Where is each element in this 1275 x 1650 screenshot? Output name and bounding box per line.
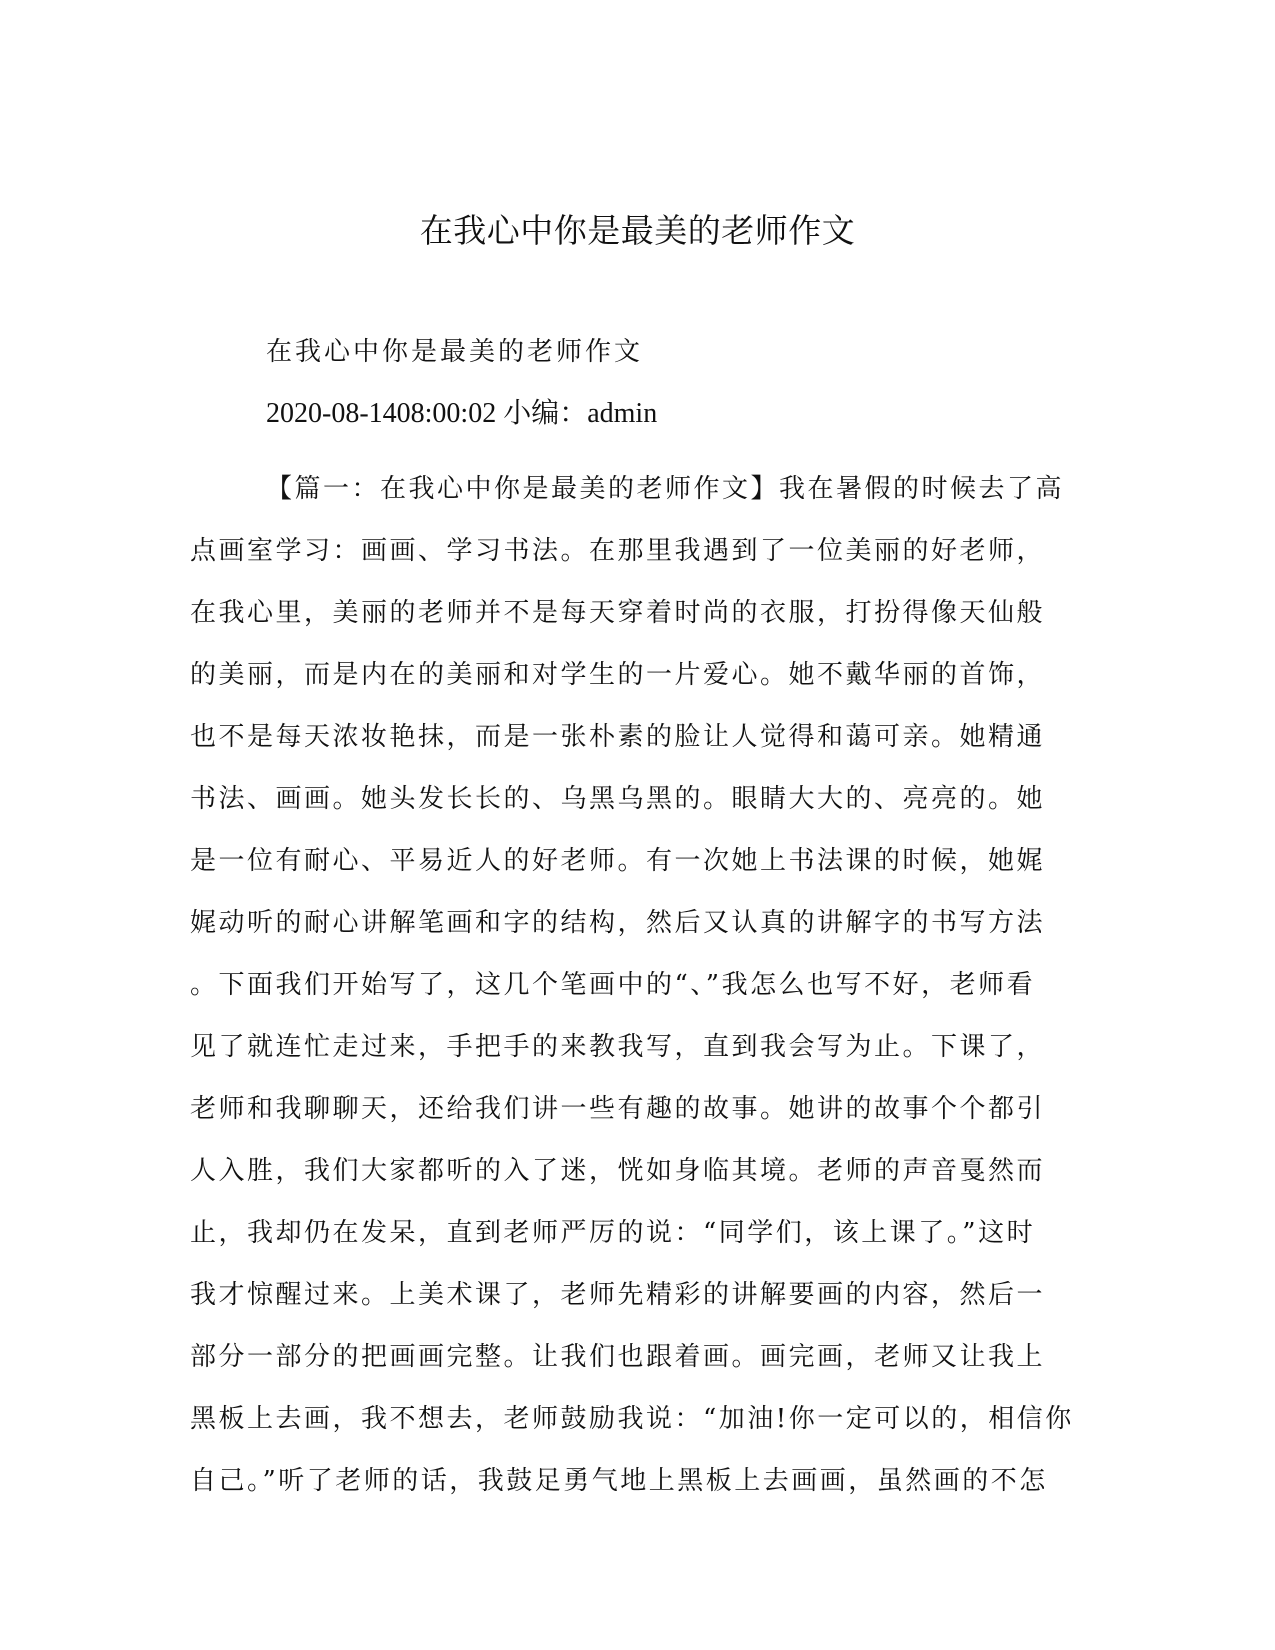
body-line: 人入胜，我们大家都听的入了迷，恍如身临其境。老师的声音戛然而	[190, 1156, 1046, 1186]
document-subtitle: 在我心中你是最美的老师作文	[266, 337, 644, 367]
body-line: 。下面我们开始写了，这几个笔画中的“、”我怎么也写不好，老师看	[190, 970, 1036, 1000]
body-line: 也不是每天浓妆艳抹，而是一张朴素的脸让人觉得和蔼可亲。她精通	[190, 722, 1046, 752]
body-line: 黑板上去画，我不想去，老师鼓励我说：“加油!你一定可以的，相信你	[190, 1404, 1074, 1434]
body-line: 止，我却仍在发呆，直到老师严厉的说：“同学们，该上课了。”这时	[190, 1218, 1036, 1248]
body-line: 老师和我聊聊天，还给我们讲一些有趣的故事。她讲的故事个个都引	[190, 1094, 1046, 1124]
body-line: 的美丽，而是内在的美丽和对学生的一片爱心。她不戴华丽的首饰，	[190, 660, 1046, 690]
document-meta: 2020-08-1408:00:02 小编：admin	[266, 398, 658, 429]
body-line: 我才惊醒过来。上美术课了，老师先精彩的讲解要画的内容，然后一	[190, 1280, 1046, 1310]
body-line: 【篇一：在我心中你是最美的老师作文】我在暑假的时候去了高	[266, 474, 1065, 504]
body-line: 书法、画画。她头发长长的、乌黑乌黑的。眼睛大大的、亮亮的。她	[190, 784, 1046, 814]
body-line: 部分一部分的把画画完整。让我们也跟着画。画完画，老师又让我上	[190, 1342, 1046, 1372]
document-title: 在我心中你是最美的老师作文	[419, 211, 856, 250]
document-body	[190, 458, 1086, 1512]
body-line: 在我心里，美丽的老师并不是每天穿着时尚的衣服，打扮得像天仙般	[190, 598, 1046, 628]
body-line: 见了就连忙走过来，手把手的来教我写，直到我会写为止。下课了，	[190, 1032, 1046, 1062]
body-line: 点画室学习：画画、学习书法。在那里我遇到了一位美丽的好老师，	[190, 536, 1046, 566]
body-line: 是一位有耐心、平易近人的好老师。有一次她上书法课的时候，她娓	[190, 846, 1046, 876]
body-line: 自己。”听了老师的话，我鼓足勇气地上黑板上去画画，虽然画的不怎	[190, 1466, 1048, 1496]
body-line: 娓动听的耐心讲解笔画和字的结构，然后又认真的讲解字的书写方法	[190, 908, 1046, 938]
